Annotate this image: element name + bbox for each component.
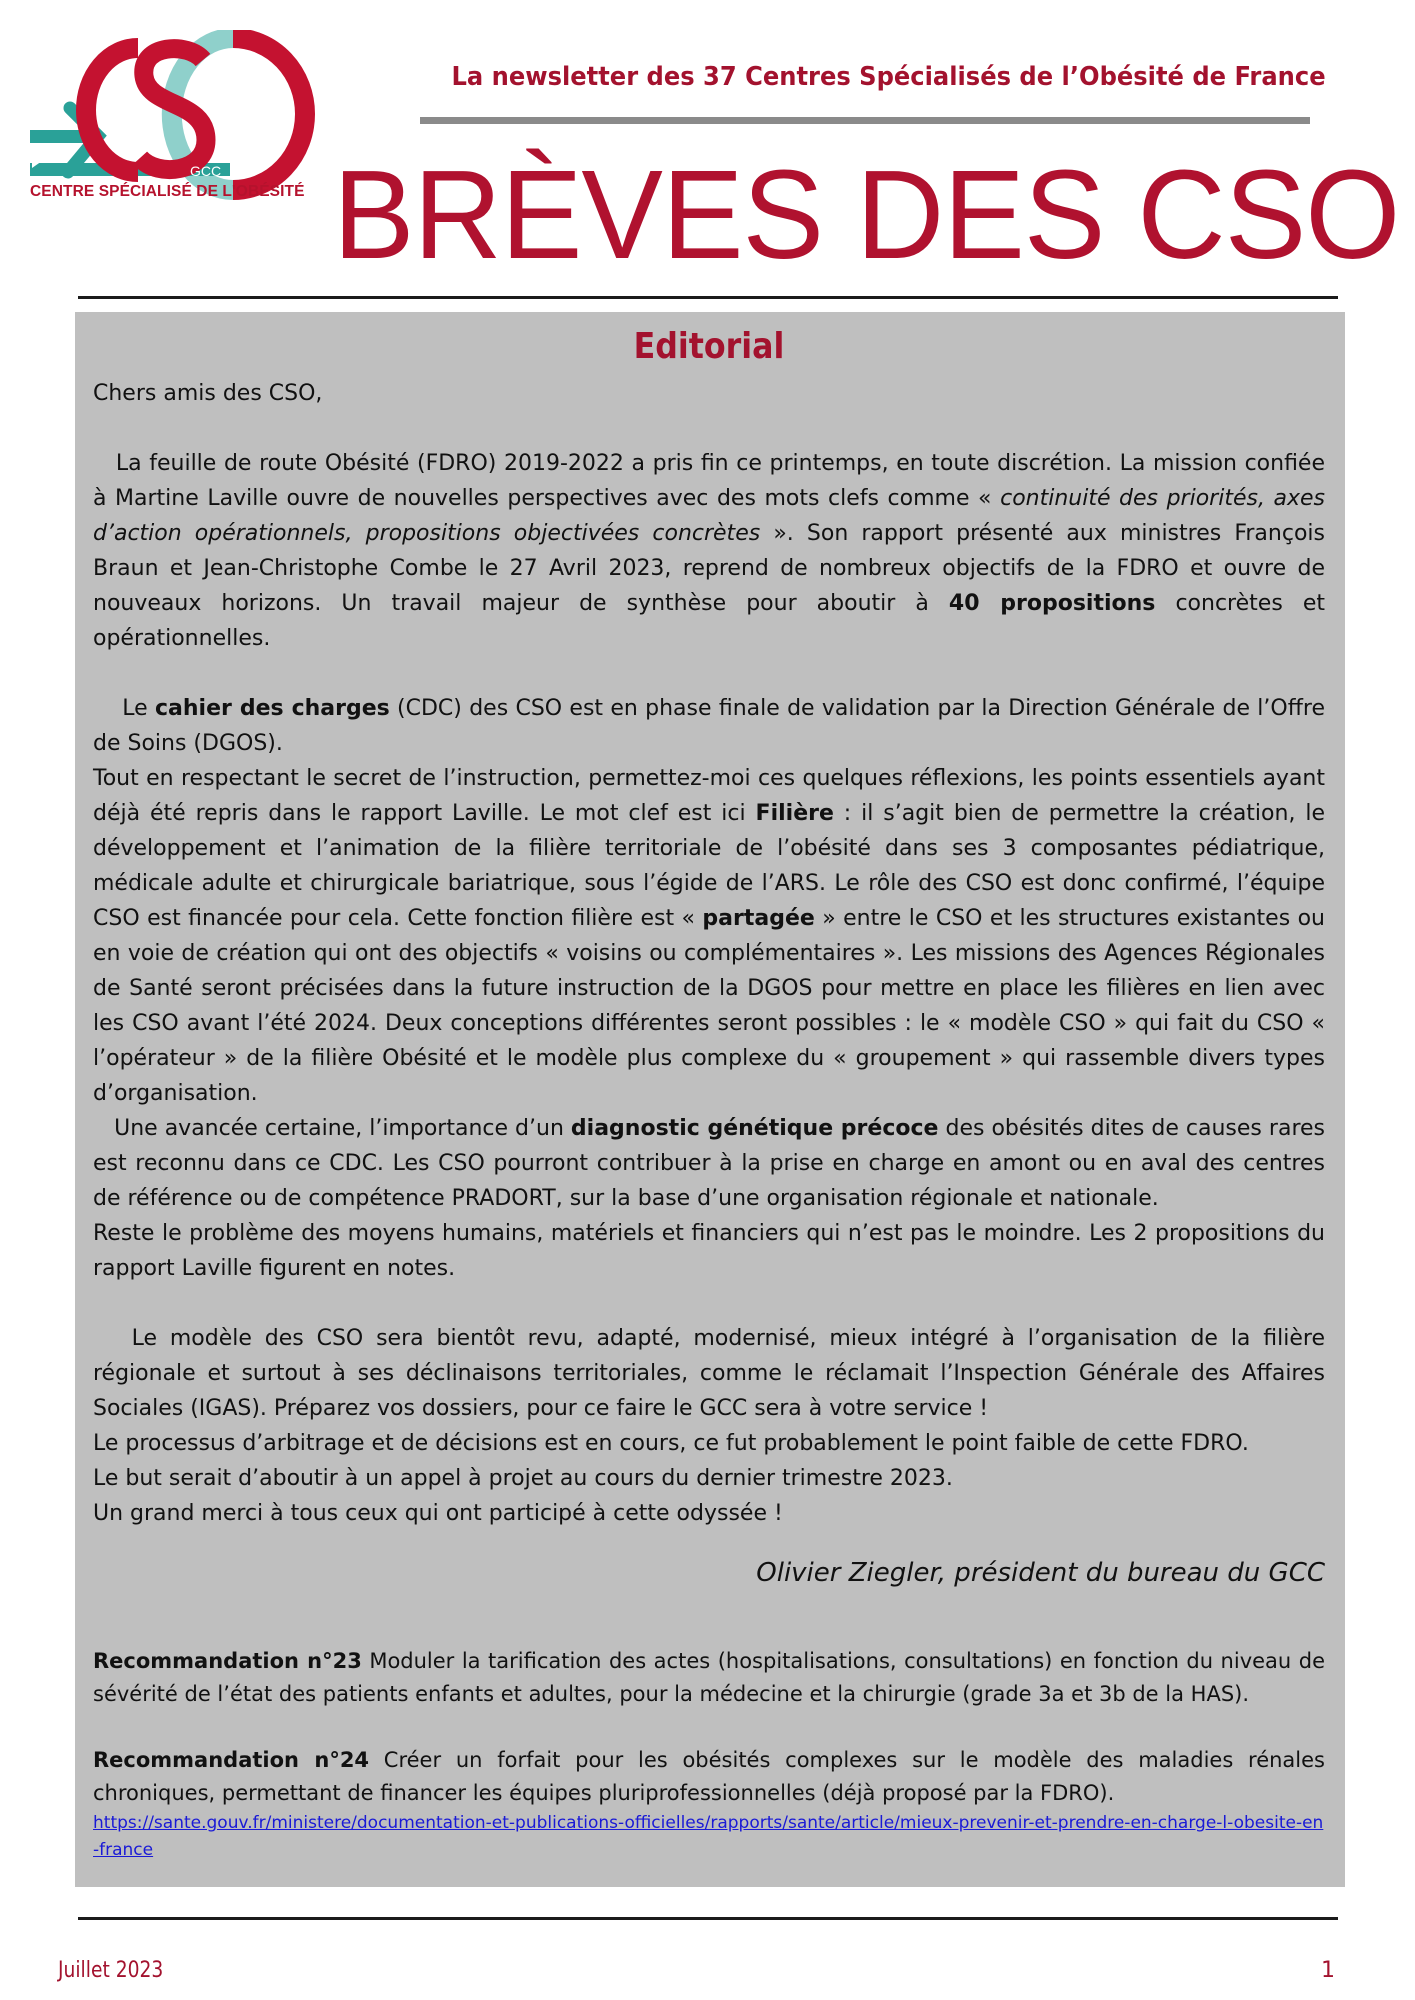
editorial-panel — [75, 312, 1345, 1887]
footer-date: Juillet 2023 — [58, 1958, 164, 1983]
paragraph-appel-projet: Le but serait d’aboutir à un appel à projet au cours du dernier trimestre 2023. — [93, 1466, 953, 1491]
newsletter-subtitle: La newsletter des 37 Centres Spécialisés de l’Obésité de France — [451, 62, 1326, 92]
paragraph-arbitrage: Le processus d’arbitrage et de décisions est en cours, ce fut probablement le point faible de cette FDRO. — [93, 1431, 1249, 1456]
recommendation-24: Recommandation n°24 Créer un forfait pour les obésités complexes sur le modèle des maladies rénales chroniques, permettant de financer les équipes pluriprofessionnelles (déjà proposé par la FDRO). — [93, 1748, 1325, 1805]
paragraph-filiere: Tout en respectant le secret de l’instruction, permettez-moi ces quelques réflexions, les points essentiels ayant déjà été repris dans le rapport Laville. Le mot clef est ici Filière : il s’agit bien de permettre la création, le développement et l’animation de la filière territoriale de l’obésité dans ses 3 composantes pédiatrique, médicale adulte et chirurgicale bariatrique, sous l’égide de l’ARS. Le rôle des CSO est donc confirmé, l’équipe CSO est financée pour cela. Cette fonction filière est « partagée » entre le CSO et les structures existantes ou en voie de création qui ont des objectifs « voisins ou complémentaires ». Les missions des Agences Régionales de Santé seront précisées dans la future instruction de la DGOS pour mettre en place les filières en lien avec les CSO avant l’été 2024. Deux conceptions différentes seront possibles : le « modèle CSO » qui fait du CSO « l’opérateur » de la filière Obésité et le modèle plus complexe du « groupement » qui rassemble divers types d’organisation. — [93, 766, 1326, 1106]
recommendation-23: Recommandation n°23 Moduler la tarification des actes (hospitalisations, consultations) en fonction du niveau de sévérité de l’état des patients enfants et adultes, pour la médecine et la chirurgie (grade 3a et 3b de la HAS). — [93, 1649, 1325, 1706]
paragraph-modele: Le modèle des CSO sera bientôt revu, adapté, modernisé, mieux intégré à l’organisation de la filière régionale et surtout à ses déclinaisons territoriales, comme le réclamait l’Inspection Générale des Affaires Sociales (IGAS). Préparez vos dossiers, pour ce faire le GCC sera à votre service ! — [93, 1326, 1325, 1421]
editorial-body — [93, 376, 1325, 1864]
cso-logo-icon — [28, 30, 318, 205]
subtitle-divider — [420, 117, 1310, 124]
cso-logo — [28, 30, 318, 205]
paragraph-cdc: Le cahier des charges (CDC) des CSO est en phase finale de validation par la Direction Générale de l’Offre de Soins (DGOS). — [93, 696, 1325, 756]
logo-caption: CENTRE SPÉCIALISÉ DE L'OBÉSITÉ — [30, 183, 305, 200]
paragraph-moyens: Reste le problème des moyens humains, matériels et financiers qui n’est pas le moindre. Les 2 propositions du rapport Laville figurent en notes. — [93, 1221, 1325, 1281]
greeting: Chers amis des CSO, — [93, 381, 323, 406]
paragraph-fdro: La feuille de route Obésité (FDRO) 2019-2022 a pris fin ce printemps, en toute discrétion. La mission confiée à Martine Laville ouvre de nouvelles perspectives avec des mots clefs comme « continuité des priorités, axes d’action opérationnels, propositions objectivées concrètes ». Son rapport présenté aux ministres François Braun et Jean-Christophe Combe le 27 Avril 2023, reprend de nombreux objectifs de la FDRO et ouvre de nouveaux horizons. Un travail majeur de synthèse pour aboutir à 40 propositions concrètes et opérationnelles. — [93, 451, 1325, 651]
paragraph-genetique: Une avancée certaine, l’importance d’un diagnostic génétique précoce des obésités dites de causes rares est reconnu dans ce CDC. Les CSO pourront contribuer à la prise en charge en amont ou en aval des centres de référence ou de compétence PRADORT, sur la base d’une organisation régionale et nationale. — [93, 1116, 1326, 1211]
paragraph-merci: Un grand merci à tous ceux qui ont participé à cette odyssée ! — [93, 1501, 783, 1526]
header-divider — [78, 296, 1338, 299]
signature: Olivier Ziegler, président du bureau du GCC — [756, 1558, 1325, 1588]
svg-text:GCC: GCC — [190, 163, 222, 179]
editorial-heading: Editorial — [633, 326, 785, 367]
page-number: 1 — [1321, 1958, 1335, 1983]
rapport-laville-link[interactable]: https://sante.gouv.fr/ministere/documentation-et-publications-officielles/rapports/sante/article/mieux-prevenir-et-prendre-en-charge-l-obesite-en-france — [93, 1813, 1324, 1860]
footer-divider — [78, 1917, 1338, 1920]
newsletter-title: BRÈVES DES CSO — [333, 144, 1400, 285]
